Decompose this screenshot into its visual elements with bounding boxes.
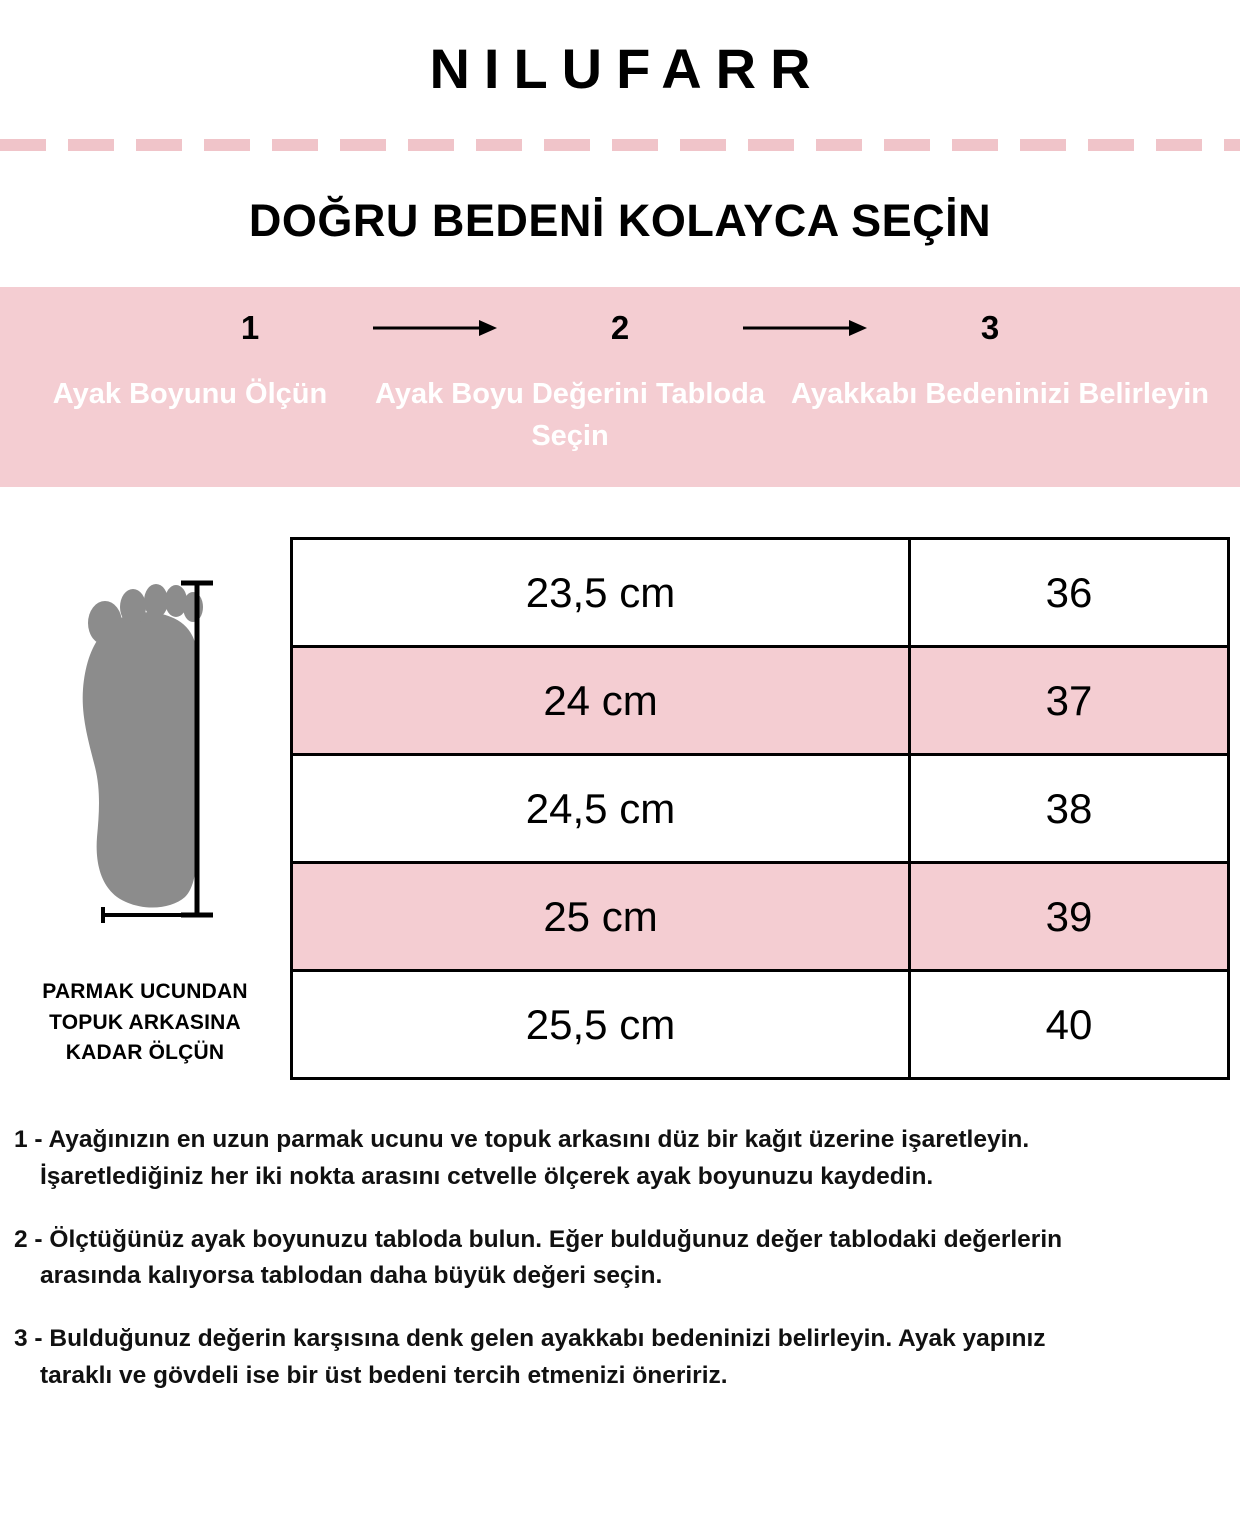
cell-foot-length: 24 cm [292,647,910,755]
brand-title: NILUFARR [429,37,825,100]
instruction-item-3 [14,1321,1226,1395]
table-row [292,971,1229,1079]
foot-measure-icon [45,537,245,957]
step-number-3: 3 [980,309,1000,346]
instructions-list [0,1122,1240,1395]
steps-label-row [0,373,1240,457]
instruction-3-line-2: taraklı ve gövdeli ise bir üst bedeni tercih etmenizi öneririz. [40,1361,728,1389]
step-label-2: Ayak Boyu Değerini Tabloda Seçin [375,378,765,453]
cell-foot-length: 23,5 cm [292,539,910,647]
cell-foot-length: 25 cm [292,863,910,971]
steps-number-row [0,309,1240,347]
size-table-section [0,537,1240,1080]
instruction-2-line-1: 2 - Ölçtüğünüz ayak boyunuzu tabloda bulun. Eğer bulduğunuz değer tablodaki değerlerin [14,1225,1063,1253]
instruction-item-1 [14,1122,1226,1196]
instruction-3-line-1: 3 - Bulduğunuz değerin karşısına denk gelen ayakkabı bedeninizi belirleyin. Ayak yapınız [14,1325,1046,1353]
cell-shoe-size: 37 [910,647,1229,755]
cell-shoe-size: 38 [910,755,1229,863]
step-label-1: Ayak Boyunu Ölçün [52,378,328,410]
step-label-3: Ayakkabı Bedeninizi Belirleyin [791,378,1209,410]
foot-measure-caption: PARMAK UCUNDAN TOPUK ARKASINA KADAR ÖLÇÜN [42,980,248,1064]
step-number-1: 1 [240,309,260,346]
cell-shoe-size: 40 [910,971,1229,1079]
table-row [292,647,1229,755]
dashed-divider [0,139,1240,151]
table-row [292,863,1229,971]
arrow-right-icon-2 [720,317,890,339]
cell-foot-length: 25,5 cm [292,971,910,1079]
table-row [292,755,1229,863]
size-table [290,537,1230,1080]
foot-measure-column [20,537,270,1080]
cell-shoe-size: 39 [910,863,1229,971]
arrow-right-icon-1 [350,317,520,339]
instruction-item-2 [14,1222,1226,1296]
steps-band [0,287,1240,487]
instruction-1-line-1: 1 - Ayağınızın en uzun parmak ucunu ve topuk arkasını düz bir kağıt üzerine işaretleyin. [14,1126,1030,1154]
cell-foot-length: 24,5 cm [292,755,910,863]
cell-shoe-size: 36 [910,539,1229,647]
instruction-1-line-2: İşaretlediğiniz her iki nokta arasını cetvelle ölçerek ayak boyunuzu kaydedin. [40,1162,934,1190]
instruction-2-line-2: arasında kalıyorsa tablodan daha büyük değeri seçin. [40,1262,663,1290]
table-row [292,539,1229,647]
step-number-2: 2 [610,309,630,346]
page-title: DOĞRU BEDENİ KOLAYCA SEÇİN [248,195,992,246]
